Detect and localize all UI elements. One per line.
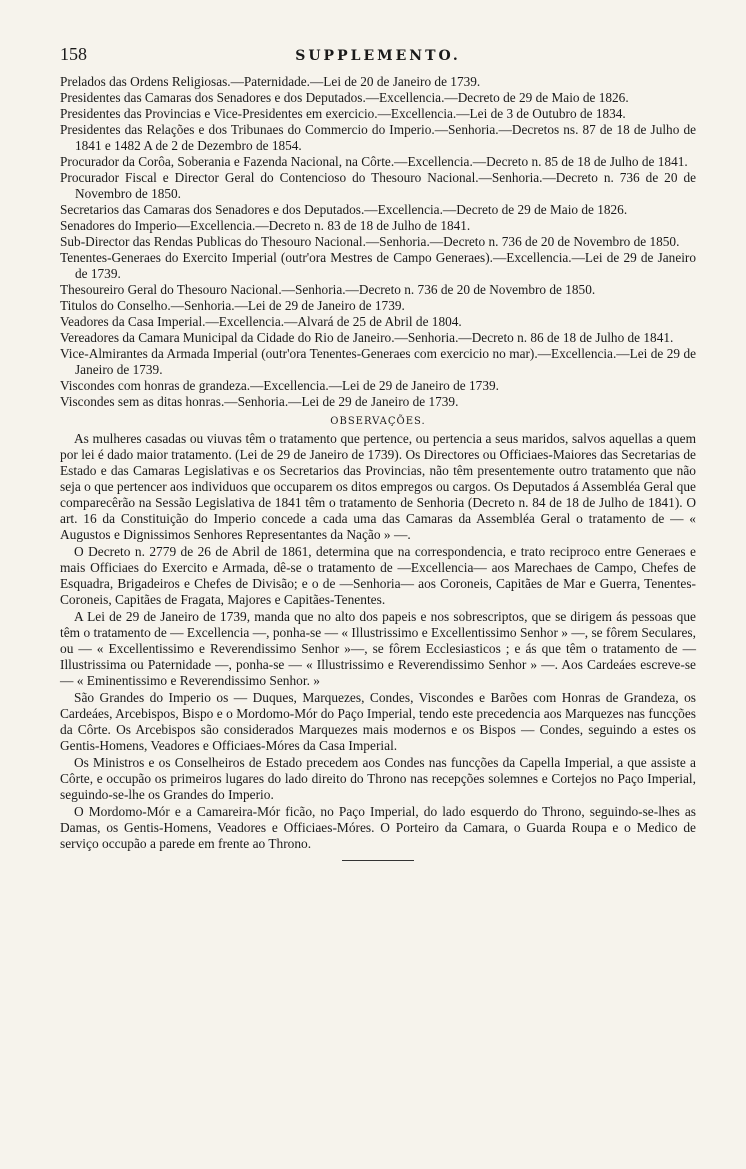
list-entry: Presidentes das Provincias e Vice-Presidentes em exercicio.—Excellencia.—Lei de 3 de Outubro de 1834. xyxy=(60,106,626,121)
treatment-list xyxy=(60,74,696,410)
list-entry: Presidentes das Camaras dos Senadores e dos Deputados.—Excellencia.—Decreto de 29 de Maio de 1826. xyxy=(60,90,629,105)
paragraph: São Grandes do Imperio os — Duques, Marquezes, Condes, Viscondes e Barões com Honras de Grandeza, os Cardeáes, Arcebispos, Bispo e o Mordomo-Mór do Paço Imperial, tendo este precedencia aos Marquezes nas funcções da Côrte. Os Arcebispos são considerados Marquezes mais modernos e os Bispos — Condes, seguindo a estes os Gentis-Homens, Veadores e Officiaes-Móres da Casa Imperial. xyxy=(60,690,696,753)
list-entry: Veadores da Casa Imperial.—Excellencia.—Alvará de 25 de Abril de 1804. xyxy=(60,314,462,329)
paragraph: As mulheres casadas ou viuvas têm o tratamento que pertence, ou pertencia a seus maridos, salvos aquellas a quem por lei é dado maior tratamento. (Lei de 29 de Janeiro de 1739). Os Directores ou Officiaes-Maiores das Secretarias de Estado e das Camaras Legislativas e os Secretarios das Provincias, não têm presentemente outro tratamento que não seja o que pertencer aos individuos que occuparem os ditos empregos ou cargos. Os Deputados á Assembléa Geral que comparecêrão na Sessão Legislativa de 1841 têm o tratamento de Senhoria (Decreto n. 84 de 18 de Julho de 1841). O art. 16 da Constituição do Imperio concede a cada uma das Camaras da Assembléa Geral o tratamento de — « Augustos e Dignissimos Senhores Representantes da Nação » —. xyxy=(60,431,697,542)
paragraph: A Lei de 29 de Janeiro de 1739, manda que no alto dos papeis e nos sobrescriptos, que se dirigem ás pessoas que têm o tratamento de — Excellencia —, ponha-se — « Illustrissimo e Excellentissimo Senhor » —, se fôrem Seculares, ou — « Excellentissimo e Reverendissimo Senhor »—, se fôrem Ecclesiasticos ; e ás que têm o tratamento de — Illustrissima ou Paternidade —, ponha-se — « Illustrissimo e Reverendissimo Senhor » —. Aos Cardeáes escreve-se — « Eminentissimo e Reverendissimo Senhor. » xyxy=(60,609,696,688)
list-entry: Presidentes das Relações e dos Tribunaes do Commercio do Imperio.—Senhoria.—Decretos ns. 87 de 18 de Julho de 1841 e 1482 A de 2 de Dezembro de 1854. xyxy=(60,122,696,153)
observations-body xyxy=(60,431,696,852)
running-title: SUPPLEMENTO. xyxy=(295,48,461,64)
paragraph: O Mordomo-Mór e a Camareira-Mór ficão, no Paço Imperial, do lado esquerdo do Throno, seguindo-se-lhes as Damas, os Gentis-Homens, Veadores e Officiaes-Móres. O Porteiro da Camara, o Guarda Roupa e o Medico de serviço occupão a parede em frente ao Throno. xyxy=(60,804,696,851)
list-entry: Secretarios das Camaras dos Senadores e dos Deputados.—Excellencia.—Decreto de 29 de Maio de 1826. xyxy=(60,202,628,217)
list-entry: Viscondes sem as ditas honras.—Senhoria.—Lei de 29 de Janeiro de 1739. xyxy=(60,394,459,409)
list-entry: Senadores do Imperio—Excellencia.—Decreto n. 83 de 18 de Julho de 1841. xyxy=(60,218,471,233)
page-header xyxy=(60,44,696,74)
page-number: 158 xyxy=(60,44,87,64)
list-entry: Procurador Fiscal e Director Geral do Contencioso do Thesouro Nacional.—Senhoria.—Decreto n. 736 de 20 de Novembro de 1850. xyxy=(60,170,696,201)
list-entry: Titulos do Conselho.—Senhoria.—Lei de 29 de Janeiro de 1739. xyxy=(60,298,405,313)
list-entry: Vice-Almirantes da Armada Imperial (outr'ora Tenentes-Generaes com exercicio no mar).—Excellencia.—Lei de 29 de Janeiro de 1739. xyxy=(60,346,696,377)
page xyxy=(60,44,696,861)
list-entry: Viscondes com honras de grandeza.—Excellencia.—Lei de 29 de Janeiro de 1739. xyxy=(60,378,499,393)
paragraph: O Decreto n. 2779 de 26 de Abril de 1861, determina que na correspondencia, e trato reciproco entre Generaes e mais Officiaes do Exercito e Armada, dê-se o tratamento de —Excellencia— aos Marechaes de Campo, Chefes de Esquadra, Brigadeiros e Chefes de Divisão; e o de —Senhoria— aos Coroneis, Capitães de Mar e Guerra, Tenentes-Coroneis, Capitães de Fragata, Majores e Capitães-Tenentes. xyxy=(60,544,696,607)
list-entry: Vereadores da Camara Municipal da Cidade do Rio de Janeiro.—Senhoria.—Decreto n. 86 de 18 de Julho de 1841. xyxy=(60,330,674,345)
list-entry: Tenentes-Generaes do Exercito Imperial (outr'ora Mestres de Campo Generaes).—Excellencia.—Lei de 29 de Janeiro de 1739. xyxy=(60,250,696,281)
list-entry: Prelados das Ordens Religiosas.—Paternidade.—Lei de 20 de Janeiro de 1739. xyxy=(60,74,481,89)
end-divider xyxy=(342,860,414,861)
list-entry: Sub-Director das Rendas Publicas do Thesouro Nacional.—Senhoria.—Decreto n. 736 de 20 de Novembro de 1850. xyxy=(60,234,680,249)
list-entry: Procurador da Corôa, Soberania e Fazenda Nacional, na Côrte.—Excellencia.—Decreto n. 85 de 18 de Julho de 1841. xyxy=(60,154,688,169)
paragraph: Os Ministros e os Conselheiros de Estado precedem aos Condes nas funcções da Capella Imperial, a que assiste a Côrte, e occupão os primeiros lugares do lado direito do Throno nas recepções solemnes e Cortejos no Paço Imperial, seguindo-se-lhe os Grandes do Imperio. xyxy=(60,755,696,802)
list-entry: Thesoureiro Geral do Thesouro Nacional.—Senhoria.—Decreto n. 736 de 20 de Novembro de 1850. xyxy=(60,282,596,297)
section-heading: OBSERVAÇÕES. xyxy=(330,416,426,427)
